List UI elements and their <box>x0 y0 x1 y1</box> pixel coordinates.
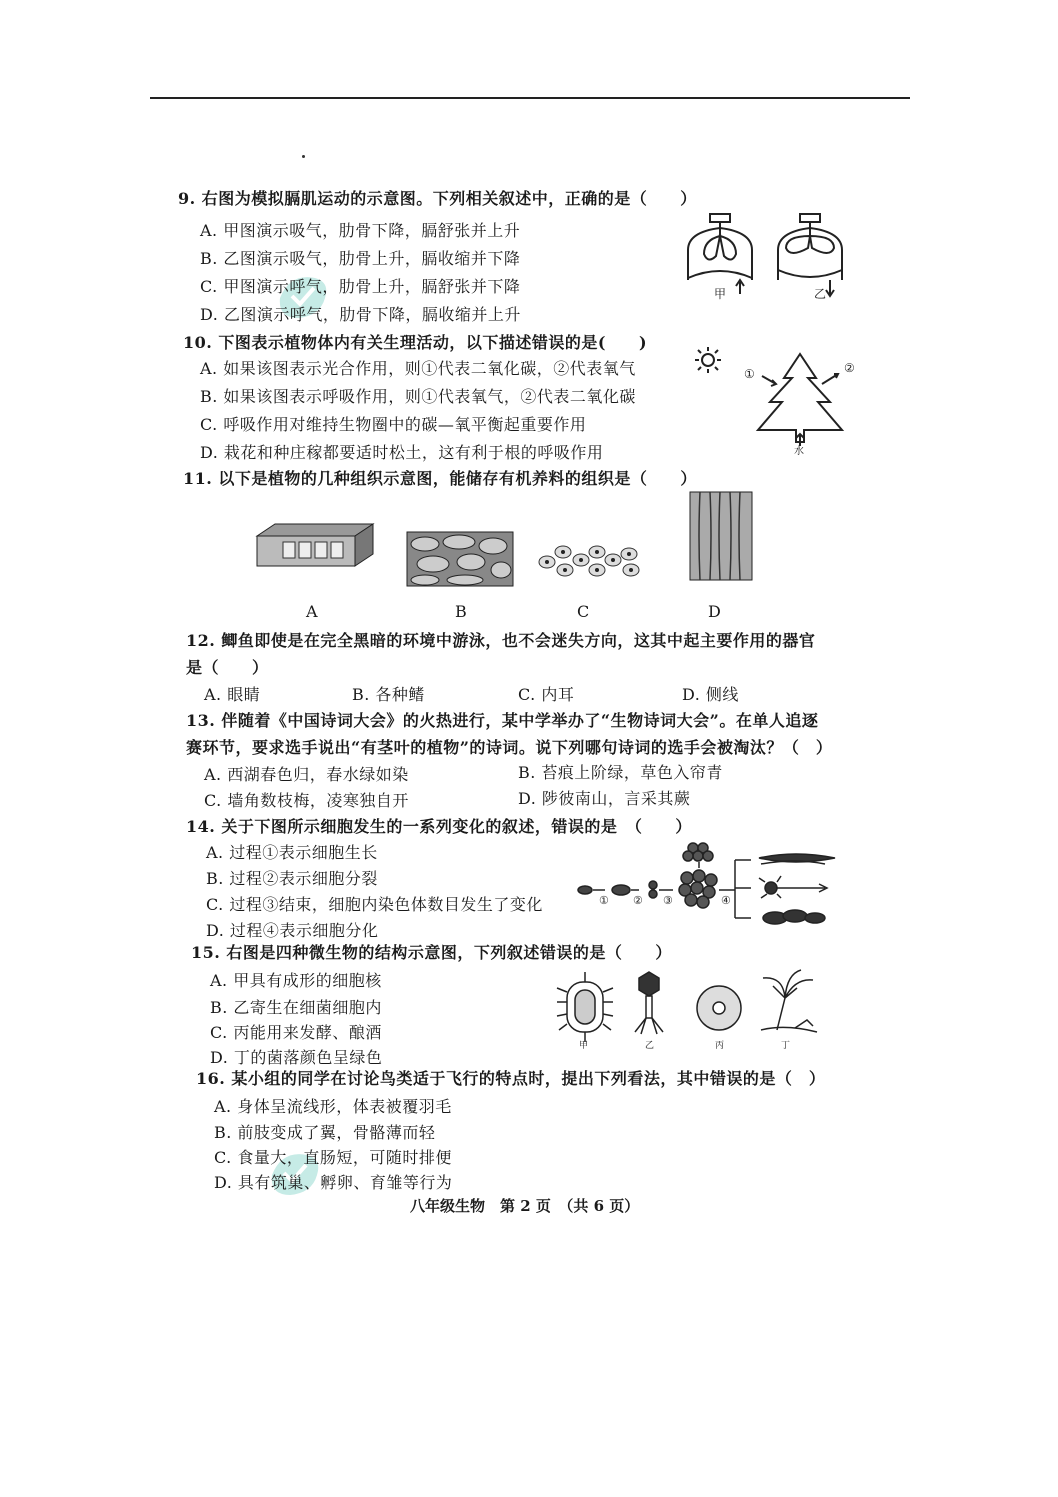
q14-fig-label-4: ④ <box>721 894 731 907</box>
q16-stem: 16. 某小组的同学在讨论鸟类适于飞行的特点时，提出下列看法，其中错误的是（ ） <box>196 1069 826 1088</box>
q13-stem-line1: 13. 伴随着《中国诗词大会》的火热进行，某中学举办了“生物诗词大会”。在单人追逐 <box>186 711 819 730</box>
tissue-d-figure <box>688 490 754 582</box>
tissue-c-figure <box>535 540 645 582</box>
q10-option-c: C. 呼吸作用对维持生物圈中的碳—氧平衡起重要作用 <box>200 415 587 434</box>
q11-stem: 11. 以下是植物的几种组织示意图，能储存有机养料的组织是（ ） <box>183 469 697 488</box>
q11-label-d: D <box>708 602 721 621</box>
q13-stem-line2: 赛环节，要求选手说出“有茎叶的植物”的诗词。说下列哪句诗词的选手会被淘汰？（ ） <box>186 738 833 757</box>
q14-fig-label-1: ① <box>599 894 609 907</box>
q15-fig-label-jia: 甲 <box>579 1041 589 1050</box>
q16-option-b: B. 前肢变成了翼，骨骼薄而轻 <box>214 1123 436 1142</box>
q14-fig-label-3: ③ <box>663 894 673 907</box>
plant-tree-figure <box>740 350 860 455</box>
cell-changes-figure <box>575 838 840 930</box>
q10-fig-label-2: ② <box>844 361 855 375</box>
q14-option-a: A. 过程①表示细胞生长 <box>206 843 378 862</box>
q9-option-c: C. 甲图演示呼气，肋骨上升，膈舒张并下降 <box>200 277 521 296</box>
q12-option-d: D. 侧线 <box>682 685 739 704</box>
q14-option-c: C. 过程③结束，细胞内染色体数目发生了变化 <box>206 895 543 914</box>
tissue-b-figure <box>405 530 515 588</box>
q11-label-b: B <box>455 602 467 621</box>
q13-option-c: C. 墙角数枝梅，凌寒独自开 <box>204 791 409 810</box>
q10-fig-label-1: ① <box>744 367 755 381</box>
q13-option-d: D. 陟彼南山，言采其蕨 <box>518 789 691 808</box>
microorganisms-figure <box>555 968 830 1050</box>
q11-label-a: A <box>306 602 318 621</box>
q9-fig-label-jia: 甲 <box>714 287 727 300</box>
q16-option-d: D. 具有筑巢、孵卵、育雏等行为 <box>214 1173 453 1192</box>
q15-fig-label-yi: 乙 <box>645 1041 655 1050</box>
q12-option-a: A. 眼睛 <box>204 685 261 704</box>
q16-option-a: A. 身体呈流线形，体表被覆羽毛 <box>214 1097 452 1116</box>
q10-stem: 10. 下图表示植物体内有关生理活动，以下描述错误的是( ) <box>183 333 648 352</box>
q10-option-b: B. 如果该图表示呼吸作用，则①代表氧气，②代表二氧化碳 <box>200 387 636 406</box>
q10-fig-label-water: 水 <box>794 446 804 455</box>
q15-fig-label-ding: 丁 <box>781 1041 791 1050</box>
q10-option-d: D. 栽花和种庄稼都要适时松土，这有利于根的呼吸作用 <box>200 443 604 462</box>
q9-fig-label-yi: 乙 <box>814 287 827 300</box>
q14-option-b: B. 过程②表示细胞分裂 <box>206 869 378 888</box>
stray-dot <box>302 155 305 158</box>
q14-stem: 14. 关于下图所示细胞发生的一系列变化的叙述，错误的是 （ ） <box>186 817 692 836</box>
q11-label-c: C <box>577 602 590 621</box>
q9-option-a: A. 甲图演示吸气，肋骨下降，膈舒张并上升 <box>200 221 521 240</box>
q13-option-a: A. 西湖春色归，春水绿如染 <box>204 765 409 784</box>
q15-option-b: B. 乙寄生在细菌细胞内 <box>210 998 382 1017</box>
q12-stem-line1: 12. 鲫鱼即使是在完全黑暗的环境中游泳，也不会迷失方向，这其中起主要作用的器官 <box>186 631 816 650</box>
q16-option-c: C. 食量大，直肠短，可随时排便 <box>214 1148 452 1167</box>
q15-option-d: D. 丁的菌落颜色呈绿色 <box>210 1048 383 1067</box>
page-footer: 八年级生物 第 2 页 （共 6 页） <box>410 1197 640 1215</box>
q9-option-d: D. 乙图演示呼气，肋骨下降，膈收缩并上升 <box>200 305 521 324</box>
header-rule <box>150 97 910 99</box>
q15-option-a: A. 甲具有成形的细胞核 <box>210 971 382 990</box>
tissue-a-figure <box>255 522 375 568</box>
q9-option-b: B. 乙图演示吸气，肋骨上升，膈收缩并下降 <box>200 249 521 268</box>
q14-option-d: D. 过程④表示细胞分化 <box>206 921 379 940</box>
diaphragm-model-figure <box>680 210 870 300</box>
q14-fig-label-2: ② <box>633 894 643 907</box>
q12-option-c: C. 内耳 <box>518 685 575 704</box>
q13-option-b: B. 苔痕上阶绿，草色入帘青 <box>518 763 723 782</box>
sun-icon <box>694 346 722 374</box>
q15-stem: 15. 右图是四种微生物的结构示意图，下列叙述错误的是（ ） <box>191 943 672 962</box>
q15-fig-label-bing: 丙 <box>715 1041 725 1050</box>
q9-stem: 9. 右图为模拟膈肌运动的示意图。下列相关叙述中，正确的是（ ） <box>178 189 697 208</box>
q15-option-c: C. 丙能用来发酵、酿酒 <box>210 1023 382 1042</box>
q10-option-a: A. 如果该图表示光合作用，则①代表二氧化碳，②代表氧气 <box>200 359 636 378</box>
q12-stem-line2: 是（ ） <box>186 658 269 677</box>
q12-option-b: B. 各种鳍 <box>352 685 425 704</box>
